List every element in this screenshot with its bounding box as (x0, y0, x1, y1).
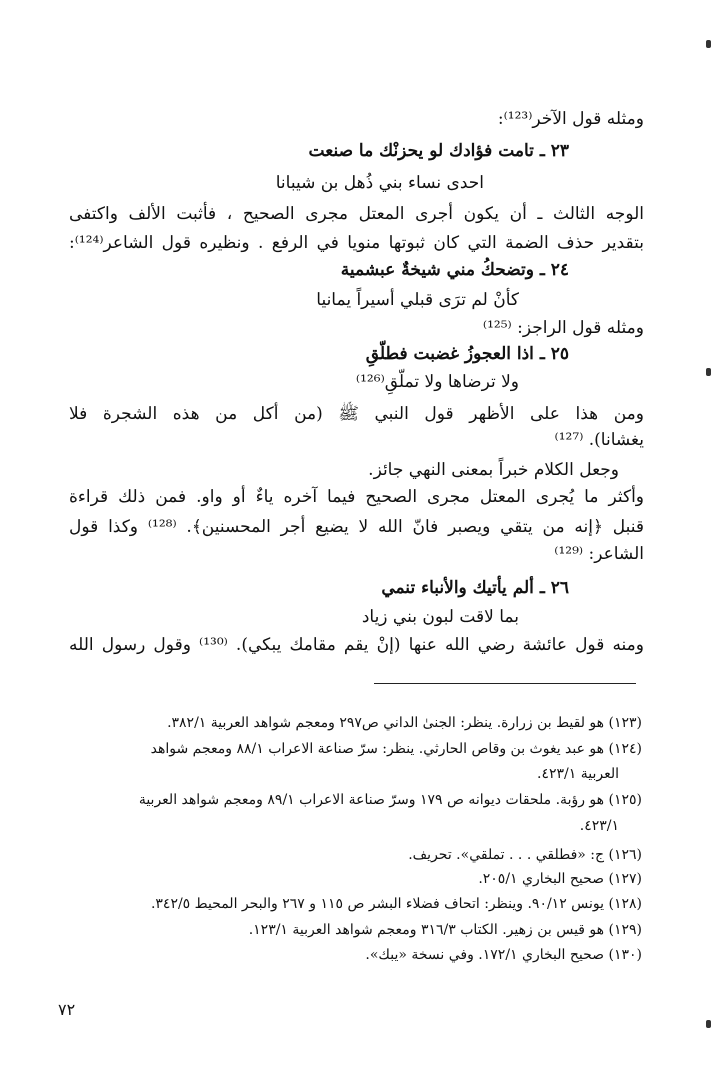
page-number: ٧٢ (58, 1000, 76, 1019)
scan-mark (706, 1020, 711, 1028)
text-line: وأكثر ما يُجرى المعتل مجرى الصحيح فيما آخره ياءٌ أو واو. فمن ذلك قراءة (69, 487, 644, 507)
text-line: الوجه الثالث ـ أن يكون أجرى المعتل مجرى الصحيح ، فأثبت الألف واكتفى (69, 204, 644, 224)
verse-line: ٢٣ ـ تامت فؤادك لو يحزنْك ما صنعت (308, 141, 569, 161)
text-line: بتقدير حذف الضمة التي كان ثبوتها منويا في الرفع . ونظيره قول الشاعر⁽¹²⁴⁾: (69, 233, 644, 253)
footnote: (١٢٥) هو رؤبة. ملحقات ديوانه ص ١٧٩ وسرّ صناعة الاعراب ٨٩/١ ومعجم شواهد العربية (138, 792, 642, 808)
text-line: ومثله قول الراجز: ⁽¹²⁵⁾ (482, 318, 644, 338)
text-line: يغشانا). ⁽¹²⁷⁾ (554, 430, 644, 450)
footnote-continuation: العربية ٤٢٣/١. (537, 766, 619, 782)
scan-mark (706, 40, 711, 48)
verse-line: بما لاقت لبون بني زياد (361, 607, 519, 627)
text-line: الشاعر: ⁽¹²⁹⁾ (554, 544, 644, 564)
footnote: (١٢٩) هو قيس بن زهير. الكتاب ٣١٦/٣ ومعجم شواهد العربية ١٢٣/١. (248, 922, 642, 938)
footnote: (١٢٨) يونس ٩٠/١٢. وينظر: اتحاف فضلاء البشر ص ١١٥ و ٢٦٧ والبحر المحيط ٣٤٢/٥. (150, 896, 642, 912)
verse-line: كأنْ لم ترَى قبلي أسيراً يمانيا (316, 290, 519, 310)
verse-line: ٢٤ ـ وتضحكُ مني شيخةٌ عبشمية (340, 260, 569, 280)
footnote: (١٣٠) صحيح البخاري ١٧٢/١. وفي نسخة «يبك». (365, 947, 642, 963)
footnote: (١٢٣) هو لقيط بن زرارة. ينظر: الجنىٰ الداني ص٢٩٧ ومعجم شواهد العربية ٣٨٢/١. (167, 715, 642, 731)
text-line: ومنه قول عائشة رضي الله عنها (إنْ يقم مقامك يبكي). ⁽¹³⁰⁾ وقول رسول الله (69, 635, 644, 655)
footnote-divider (374, 683, 636, 684)
footnote-continuation: ٤٢٣/١. (579, 818, 619, 834)
verse-line: احدى نساء بني ذُهل بن شيبانا (275, 173, 484, 193)
footnote: (١٢٤) هو عبد يغوث بن وقاص الحارثي. ينظر: سرّ صناعة الاعراب ٨٨/١ ومعجم شواهد (150, 741, 642, 757)
footnote: (١٢٦) ج: «فطلقي . . . تملقي». تحريف. (408, 847, 642, 863)
text-line: قنبل ﴿إنه من يتقي ويصبر فانّ الله لا يضيع أجر المحسنين﴾. ⁽¹²⁸⁾ وكذا قول (69, 517, 644, 537)
verse-line: ٢٥ ـ اذا العجوزُ غضبت فطلّقِ (365, 344, 569, 364)
text-line: ومثله قول الآخر⁽¹²³⁾: (497, 109, 644, 129)
scan-mark (706, 368, 711, 376)
text-line: ومن هذا على الأظهر قول النبي ﷺ (من أكل من هذه الشجرة فلا (69, 404, 644, 424)
footnote: (١٢٧) صحيح البخاري ٢٠٥/١. (478, 871, 642, 887)
text-line: وجعل الكلام خبراً بمعنى النهي جائز. (368, 460, 619, 480)
verse-line: ٢٦ ـ ألم يأتيك والأنباء تنمي (381, 578, 569, 598)
verse-line: ولا ترضاها ولا تملّقِ⁽¹²⁶⁾ (355, 372, 519, 392)
